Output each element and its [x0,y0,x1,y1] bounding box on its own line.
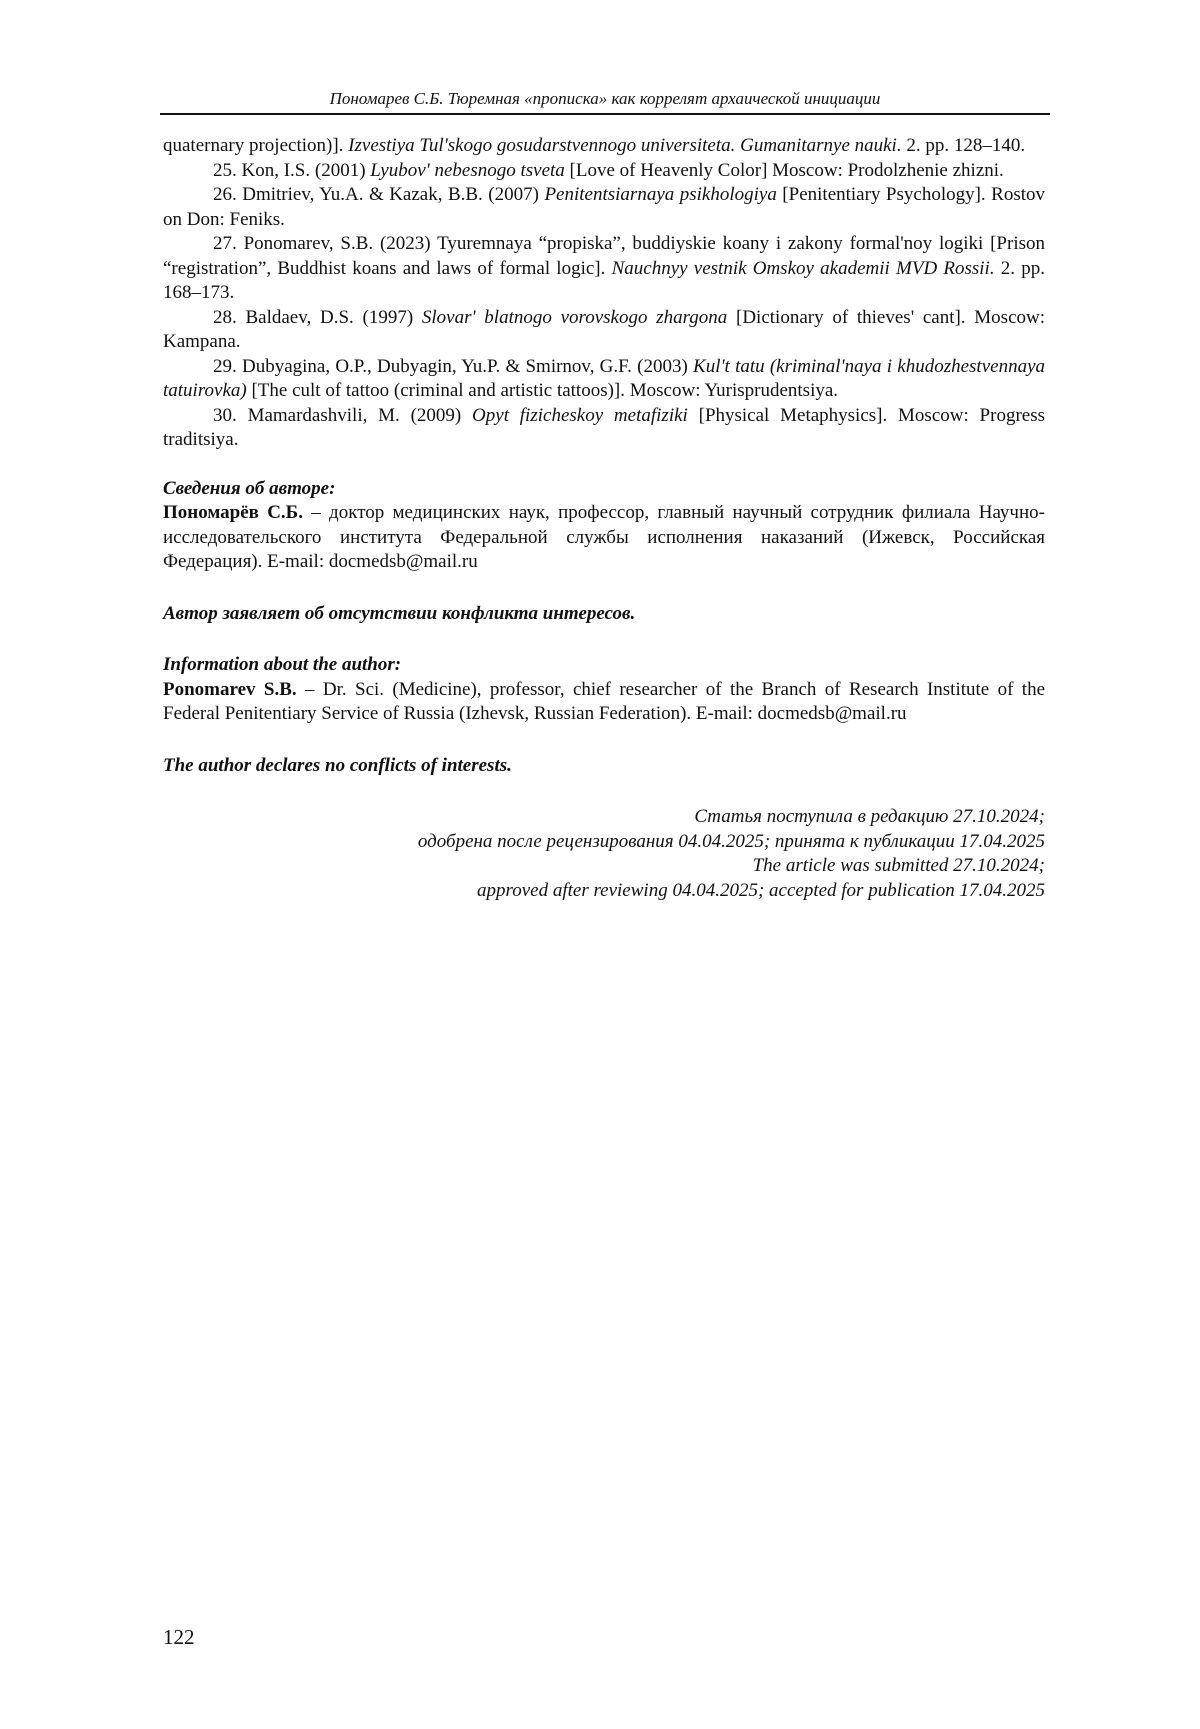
reference-list [163,134,1045,453]
date-submitted-ru: Статья поступила в редакцию 27.10.2024; [694,806,1045,827]
reference-26 [163,183,1045,232]
article-dates [163,805,1045,903]
reference-text: Ponomarev, S.B. (2023) Tyuremnaya “propiska”, buddiyskie koany i zakony formal'noy logiki [Prison “registration”, Buddhist koans and laws of formal logic]. [163,233,1046,279]
author-name-ru: Пономарёв С.Б. [163,502,303,523]
reference-number: 29. [213,355,242,377]
page-content [163,134,1045,903]
header-rule [160,113,1050,115]
reference-text: Kon, I.S. (2001) [241,159,371,181]
reference-29 [163,355,1045,404]
author-info-ru [163,477,1045,575]
reference-27 [163,232,1045,306]
reference-title: Opyt fizicheskoy metafiziki [472,404,688,426]
reference-title: Slovar' blatnogo vorovskogo zhargona [421,306,728,328]
date-approved-ru: одобрена после рецензирования 04.04.2025; принята к публикации 17.04.2025 [417,830,1045,852]
reference-details: 2. pp. 128–140. [901,135,1026,156]
author-info-ru-text [163,501,1045,575]
date-submitted-en: The article was submitted 27.10.2024; [752,855,1045,876]
reference-28 [163,306,1045,355]
reference-continuation [163,134,1045,159]
reference-details: 2. pp. 168–173. [163,257,1045,303]
author-name-en: Ponomarev S.B. [163,678,297,700]
author-info-ru-title: Сведения об авторе: [163,477,336,499]
reference-title: Kul't tatu (kriminal'naya i khudozhestvennaya tatuirovka) [163,355,1046,401]
running-head: Пономарев С.Б. Тюремная «прописка» как коррелят архаической инициации [329,89,881,108]
reference-number: 27. [213,233,244,254]
reference-details: [The cult of tattoo (criminal and artistic tattoos)]. Moscow: Yurisprudentsiya. [246,380,839,401]
reference-details: [Physical Metaphysics]. Moscow: Progress traditsiya. [163,404,1046,450]
reference-text: Dubyagina, O.P., Dubyagin, Yu.P. & Smirnov, G.F. (2003) [241,355,694,377]
reference-30 [163,404,1045,453]
author-info-en-title: Information about the author: [163,654,402,675]
reference-details: [Love of Heavenly Color] Moscow: Prodolzhenie zhizni. [564,159,1004,181]
date-approved-en: approved after reviewing 04.04.2025; accepted for publication 17.04.2025 [477,879,1045,901]
reference-text: Baldaev, D.S. (1997) [245,306,422,328]
conflict-statement-ru: Автор заявляет об отсутствии конфликта интересов. [163,602,636,624]
reference-title: Penitentsiarnaya psikhologiya [544,184,777,205]
reference-details: [Penitentiary Psychology]. Rostov on Don: Feniks. [163,184,1046,230]
author-description-ru: – доктор медицинских наук, профессор, главный научный сотрудник филиала Научно-исследовательского института Федеральной службы исполнения наказаний (Ижевск, Российская Федерация). E-mail: docmedsb@mail.ru [163,502,1045,572]
reference-title: Nauchnyy vestnik Omskoy akademii MVD Rossii. [611,257,995,279]
author-description-en: – Dr. Sci. (Medicine), professor, chief researcher of the Branch of Research Institute of the Federal Penitentiary Service of Russia (Izhevsk, Russian Federation). E-mail: docmedsb@mail.ru [163,678,1045,724]
reference-title: Izvestiya Tul'skogo gosudarstvennogo universiteta. Gumanitarnye nauki. [348,135,902,156]
reference-25 [163,159,1045,184]
reference-text: quaternary projection)]. [163,135,349,156]
reference-number: 25. [213,159,242,181]
reference-number: 26. [213,184,243,205]
page-number: 122 [163,1625,195,1649]
reference-text: Dmitriev, Yu.A. & Kazak, B.B. (2007) [242,184,545,205]
reference-number: 30. [213,404,248,426]
reference-title: Lyubov' nebesnogo tsveta [370,159,565,181]
reference-details: [Dictionary of thieves' cant]. Moscow: Kampana. [163,306,1046,352]
conflict-statement-en: The author declares no conflicts of interests. [163,754,512,776]
author-info-en-text [163,678,1045,727]
author-info-en [163,653,1045,727]
reference-text: Mamardashvili, M. (2009) [247,404,473,426]
reference-number: 28. [213,306,246,328]
